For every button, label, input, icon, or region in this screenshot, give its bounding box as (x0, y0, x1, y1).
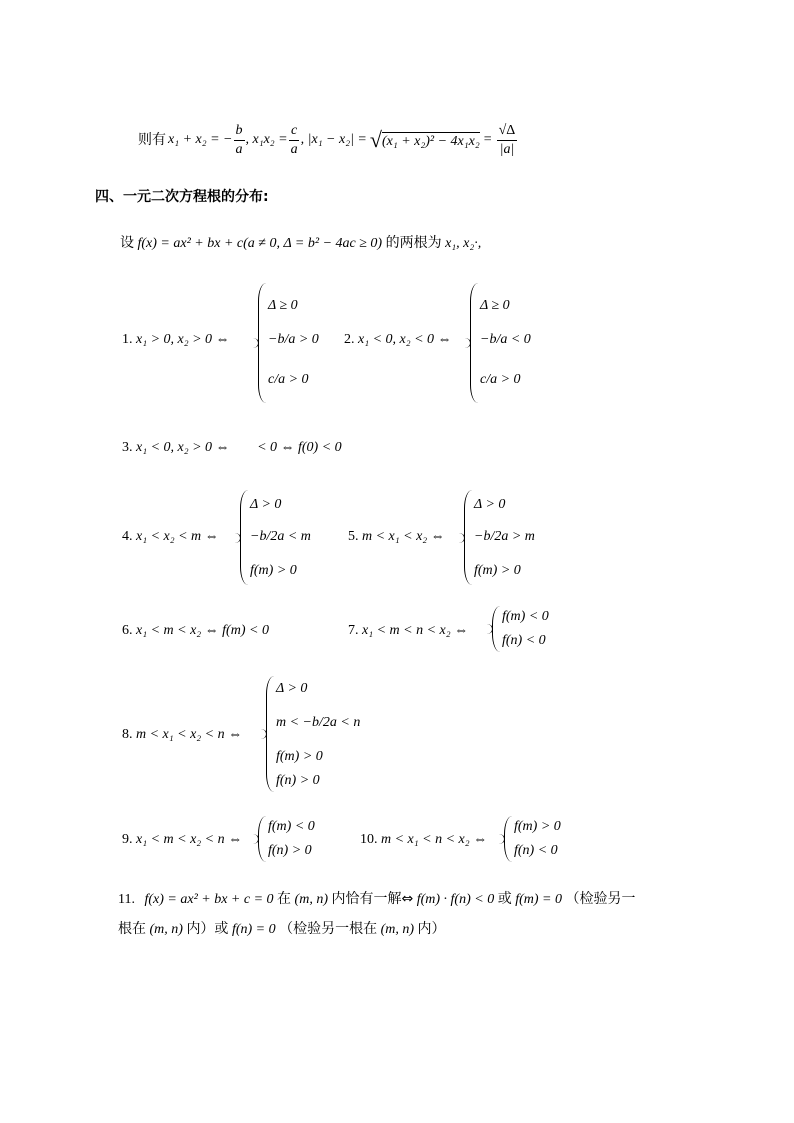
item-4-lhs: 4. x₁ < x₂ < m ⇔ (122, 529, 219, 544)
sum-formula: x₁ + x₂ = − (168, 132, 233, 147)
item-11-line-2: 根在 (m, n) 内）或 f(n) = 0 （检验另一根在 (m, n) 内） (118, 921, 446, 937)
item-7-lhs: 7. x₁ < m < n < x₂ ⇔ (348, 623, 469, 638)
vieta-formula-line (138, 118, 518, 162)
brace-icon (266, 676, 275, 792)
item-5-conditions: Δ > 0 −b/2a > m f(m) > 0 (464, 490, 544, 585)
equals-sign: = (483, 132, 492, 147)
brace-icon (240, 490, 249, 585)
brace-icon (470, 283, 479, 403)
item-7-conditions: f(m) < 0 f(n) < 0 (492, 606, 562, 652)
brace-icon (464, 490, 473, 585)
item-10-conditions: f(m) > 0 f(n) < 0 (504, 816, 574, 862)
sqrt-expression: (x₁ + x₂)² − 4x₁x₂ (381, 133, 480, 149)
item-6: 6. x₁ < m < x₂ ⇔ f(m) < 0 (122, 623, 269, 638)
brace-icon (504, 816, 513, 862)
item-2-lhs: 2. x₁ < 0, x₂ < 0 ⇔ (344, 332, 452, 347)
intro-line (120, 236, 481, 251)
item-4-conditions: Δ > 0 −b/2a < m f(m) > 0 (240, 490, 320, 585)
brace-icon (258, 283, 267, 403)
intro-roots: x₁, x₂·, (445, 236, 482, 251)
item-9-conditions: f(m) < 0 f(n) > 0 (258, 816, 328, 862)
item-3: 3. x₁ < 0, x₂ > 0 ⇔ < 0 ⇔ f(0) < 0 (122, 440, 342, 455)
brace-icon (492, 606, 501, 652)
item-8-conditions: Δ > 0 m < −b/2a < n f(m) > 0 f(n) > 0 (266, 676, 366, 792)
intro-formula: f(x) = ax² + bx + c(a ≠ 0, Δ = b² − 4ac ≥ 0) (137, 236, 383, 251)
item-9-lhs: 9. x₁ < m < x₂ < n ⇔ (122, 832, 243, 847)
intro-prefix: 设 (120, 235, 134, 251)
then-text: 则有 (138, 132, 166, 148)
item-11-line-1: 11. f(x) = ax² + bx + c = 0 在 (m, n) 内恰有一解⇔ f(m) · f(n) < 0 或 f(m) = 0 （检验另一 (118, 891, 636, 907)
item-8-lhs: 8. m < x₁ < x₂ < n ⇔ (122, 727, 243, 742)
delta-over-abs-a-fraction: $\frac{√\Delta}{|a|}$ (498, 123, 516, 157)
item-10-lhs: 10. m < x₁ < n < x₂ ⇔ (360, 832, 488, 847)
item-1-lhs: 1. x₁ > 0, x₂ > 0 ⇔ (122, 332, 230, 347)
brace-icon (258, 816, 267, 862)
item-2-conditions: Δ ≥ 0 −b/a < 0 c/a > 0 (470, 283, 540, 403)
difference-formula: , |x₁ − x₂| = (300, 132, 367, 147)
item-5-lhs: 5. m < x₁ < x₂ ⇔ (348, 529, 445, 544)
item-1-conditions: Δ ≥ 0 −b/a > 0 c/a > 0 (258, 283, 328, 403)
section-heading: 四、一元二次方程根的分布: (95, 189, 269, 205)
sqrt-sign: √ (369, 127, 382, 152)
intro-suffix: 的两根为 (385, 235, 442, 251)
b-over-a-fraction: $\frac{b}{a}$ (235, 123, 243, 157)
product-formula: , x₁x₂ = (245, 132, 288, 147)
c-over-a-fraction: $\frac{c}{a}$ (290, 123, 298, 157)
